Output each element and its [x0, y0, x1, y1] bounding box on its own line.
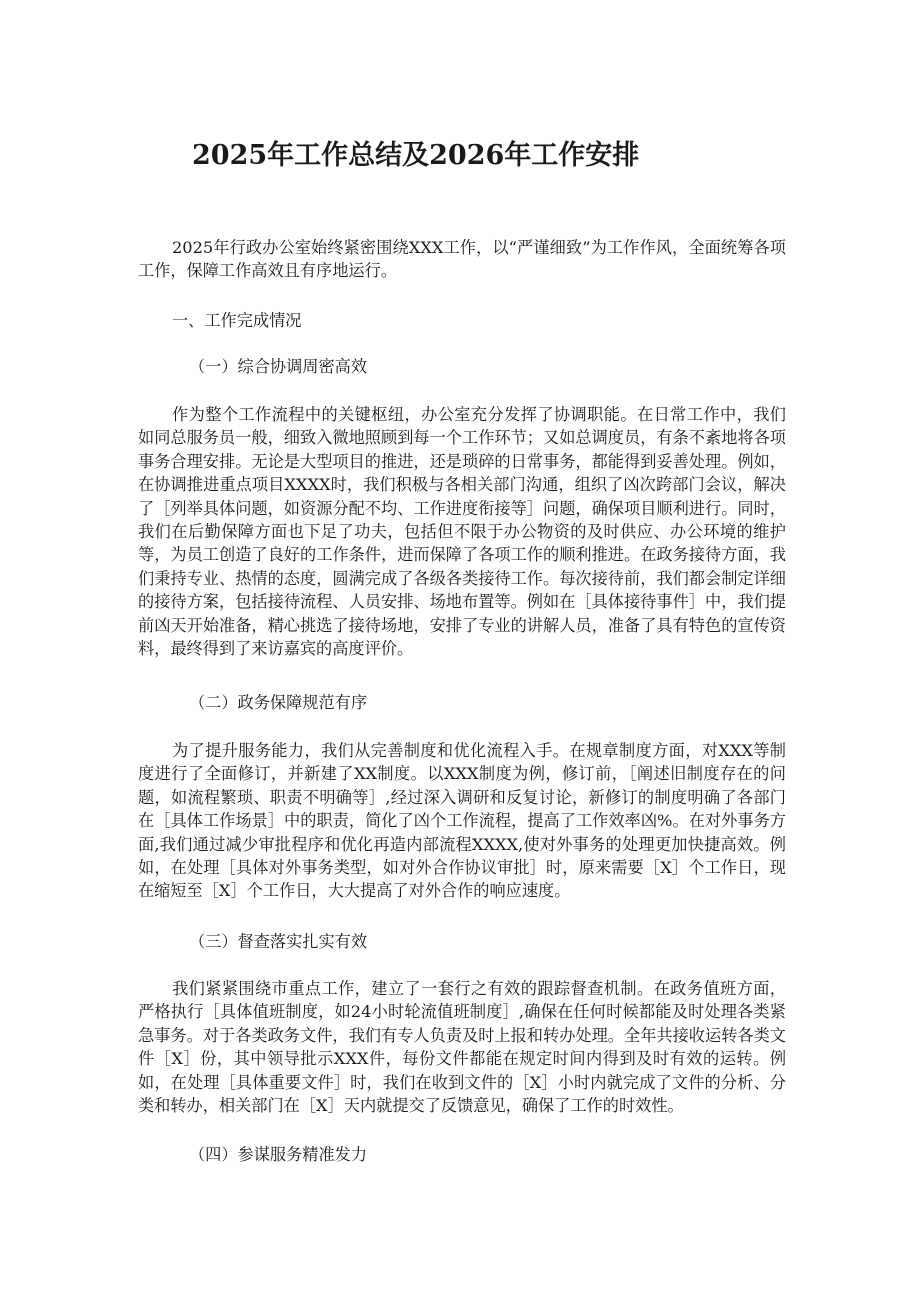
document-title: 2025年工作总结及2026年工作安排: [192, 140, 640, 171]
subsection-heading-coordination: （一）综合协调周密高效: [189, 357, 368, 376]
supervision-paragraph: 我们紧紧围绕市重点工作，建立了一套行之有效的跟踪督查机制。在政务值班方面，严格执行［具体值班制度，如24小时轮流值班制度］,确保在任何时候都能及时处理各类紧急事务。对于各类政务文件，我们有专人负责及时上报和转办处理。全年共接收运转各类文件［X］份，其中领导批示XXX件，每份文件都能在规定时间内得到及时有效的运转。例如，在处理［具体重要文件］时，我们在收到文件的［X］小时内就完成了文件的分析、分类和转办，相关部门在［X］天内就提交了反馈意见，确保了工作的时效性。: [138, 979, 786, 1116]
subsection-heading-advisory-service: （四）参谋服务精准发力: [189, 1145, 368, 1164]
subsection-heading-supervision: （三）督查落实扎实有效: [189, 932, 368, 951]
subsection-heading-government-support: （二）政务保障规范有序: [189, 693, 368, 712]
government-support-paragraph: 为了提升服务能力，我们从完善制度和优化流程入手。在规章制度方面，对XXX等制度进行了全面修订，并新建了XX制度。以XXX制度为例，修订前，［阐述旧制度存在的问题，如流程繁琐、职责不明确等］,经过深入调研和反复讨论，新修订的制度明确了各部门在［具体工作场景］中的职责，简化了凶个工作流程，提高了工作效率凶%。在对外事务方面,我们通过减少审批程序和优化再造内部流程XXXX,使对外事务的处理更加快捷高效。例如，在处理［具体对外事务类型，如对外合作协议审批］时，原来需要［X］个工作日，现在缩短至［X］个工作日，大大提高了对外合作的响应速度。: [138, 741, 786, 901]
coordination-paragraph: 作为整个工作流程中的关键枢纽，办公室充分发挥了协调职能。在日常工作中，我们如同总服务员一般，细致入微地照顾到每一个工作环节；又如总调度员，有条不紊地将各项事务合理安排。无论是大型项目的推进，还是琐碎的日常事务，都能得到妥善处理。例如，在协调推进重点项目XXXX时，我们积极与各相关部门沟通，组织了凶次跨部门会议，解决了［列举具体问题，如资源分配不均、工作进度衔接等］问题，确保项目顺利进行。同时，我们在后勤保障方面也下足了功夫，包括但不限于办公物资的及时供应、办公环境的维护等，为员工创造了良好的工作条件，进而保障了各项工作的顺利推进。在政务接待方面，我们秉持专业、热情的态度，圆满完成了各级各类接待工作。每次接待前，我们都会制定详细的接待方案，包括接待流程、人员安排、场地布置等。例如在［具体接待事件］中，我们提前凶天开始准备，精心挑选了接待场地，安排了专业的讲解人员，准备了具有特色的宣传资料，最终得到了来访嘉宾的高度评价。: [138, 405, 786, 659]
intro-paragraph: 2025年行政办公室始终紧密围绕XXX工作，以“严谨细致”为工作作风，全面统筹各项工作，保障工作高效且有序地运行。: [138, 238, 786, 281]
section-heading-work-completion: 一、工作完成情况: [172, 311, 302, 330]
